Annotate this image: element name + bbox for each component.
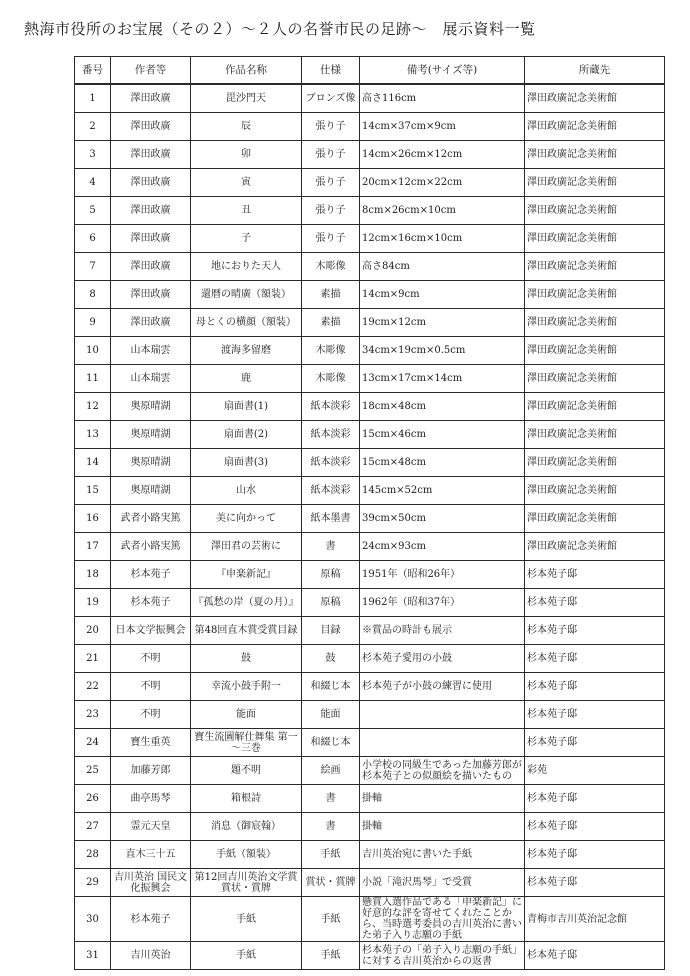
cell-medium: 張り子 bbox=[302, 169, 360, 197]
cell-owner: 澤田政廣記念美術館 bbox=[525, 197, 665, 225]
header-notes: 備考(サイズ等) bbox=[360, 57, 525, 85]
cell-medium: 紙本墨書 bbox=[302, 505, 360, 533]
table-row bbox=[75, 942, 665, 970]
cell-number: 10 bbox=[75, 337, 111, 365]
cell-artist: 山本瑞雲 bbox=[111, 337, 191, 365]
cell-owner: 杉本苑子邸 bbox=[525, 813, 665, 841]
cell-owner: 杉本苑子邸 bbox=[525, 617, 665, 645]
cell-owner: 澤田政廣記念美術館 bbox=[525, 393, 665, 421]
cell-owner: 杉本苑子邸 bbox=[525, 701, 665, 729]
cell-owner: 澤田政廣記念美術館 bbox=[525, 141, 665, 169]
table-row bbox=[75, 337, 665, 365]
table-row bbox=[75, 757, 665, 785]
cell-owner: 澤田政廣記念美術館 bbox=[525, 421, 665, 449]
cell-medium: 賞状・賞牌 bbox=[302, 869, 360, 897]
cell-notes: 吉川英治宛に書いた手紙 bbox=[360, 841, 525, 869]
cell-medium: 手紙 bbox=[302, 897, 360, 942]
cell-owner: 杉本苑子邸 bbox=[525, 841, 665, 869]
cell-work-title: 寶生流圖解仕舞集 第一～三巻 bbox=[191, 729, 302, 757]
header-medium: 仕様 bbox=[302, 57, 360, 85]
cell-owner: 杉本苑子邸 bbox=[525, 729, 665, 757]
cell-notes: 高さ84cm bbox=[360, 253, 525, 281]
cell-medium: 張り子 bbox=[302, 225, 360, 253]
cell-owner: 杉本苑子邸 bbox=[525, 942, 665, 970]
cell-work-title: 子 bbox=[191, 225, 302, 253]
cell-owner: 彩苑 bbox=[525, 757, 665, 785]
cell-work-title: 箱根詩 bbox=[191, 785, 302, 813]
cell-medium: 手紙 bbox=[302, 942, 360, 970]
cell-medium: 木彫像 bbox=[302, 365, 360, 393]
cell-work-title: 消息（御宸翰） bbox=[191, 813, 302, 841]
table-row bbox=[75, 673, 665, 701]
table-row bbox=[75, 84, 665, 113]
cell-owner: 澤田政廣記念美術館 bbox=[525, 225, 665, 253]
cell-work-title: 丑 bbox=[191, 197, 302, 225]
cell-number: 30 bbox=[75, 897, 111, 942]
cell-medium: 素描 bbox=[302, 281, 360, 309]
table-row bbox=[75, 393, 665, 421]
cell-notes: 杉本苑子が小鼓の練習に使用 bbox=[360, 673, 525, 701]
cell-work-title: 手紙 bbox=[191, 942, 302, 970]
cell-owner: 澤田政廣記念美術館 bbox=[525, 253, 665, 281]
cell-medium: 素描 bbox=[302, 309, 360, 337]
header-work-title: 作品名称 bbox=[191, 57, 302, 85]
table-row bbox=[75, 281, 665, 309]
cell-number: 4 bbox=[75, 169, 111, 197]
cell-owner: 澤田政廣記念美術館 bbox=[525, 365, 665, 393]
cell-work-title: 澤田君の芸術に bbox=[191, 533, 302, 561]
cell-artist: 不明 bbox=[111, 673, 191, 701]
cell-artist: 澤田政廣 bbox=[111, 281, 191, 309]
cell-number: 20 bbox=[75, 617, 111, 645]
cell-work-title: 渡海多留磨 bbox=[191, 337, 302, 365]
cell-medium: 和綴じ本 bbox=[302, 673, 360, 701]
cell-work-title: 鹿 bbox=[191, 365, 302, 393]
cell-work-title: 『申楽新記』 bbox=[191, 561, 302, 589]
cell-notes: 高さ116cm bbox=[360, 84, 525, 113]
cell-number: 25 bbox=[75, 757, 111, 785]
cell-medium: 原稿 bbox=[302, 561, 360, 589]
cell-owner: 杉本苑子邸 bbox=[525, 589, 665, 617]
table-row bbox=[75, 841, 665, 869]
cell-notes: 34cm×19cm×0.5cm bbox=[360, 337, 525, 365]
cell-work-title: 『孤愁の岸（夏の月）』 bbox=[191, 589, 302, 617]
cell-artist: 奥原晴湖 bbox=[111, 477, 191, 505]
cell-number: 28 bbox=[75, 841, 111, 869]
cell-notes: 20cm×12cm×22cm bbox=[360, 169, 525, 197]
cell-notes: 14cm×9cm bbox=[360, 281, 525, 309]
cell-owner: 澤田政廣記念美術館 bbox=[525, 169, 665, 197]
cell-medium: 張り子 bbox=[302, 113, 360, 141]
table-row bbox=[75, 169, 665, 197]
cell-notes: 1962年（昭和37年） bbox=[360, 589, 525, 617]
cell-artist: 澤田政廣 bbox=[111, 141, 191, 169]
table-row bbox=[75, 897, 665, 942]
cell-owner: 澤田政廣記念美術館 bbox=[525, 533, 665, 561]
cell-artist: 奥原晴湖 bbox=[111, 449, 191, 477]
cell-artist: 曲亭馬琴 bbox=[111, 785, 191, 813]
table-row bbox=[75, 421, 665, 449]
cell-artist: 吉川英治 国民文化振興会 bbox=[111, 869, 191, 897]
cell-owner: 澤田政廣記念美術館 bbox=[525, 84, 665, 113]
table-row bbox=[75, 533, 665, 561]
cell-medium: 能面 bbox=[302, 701, 360, 729]
cell-number: 23 bbox=[75, 701, 111, 729]
cell-medium: 木彫像 bbox=[302, 337, 360, 365]
cell-owner: 澤田政廣記念美術館 bbox=[525, 281, 665, 309]
cell-notes: 掛軸 bbox=[360, 813, 525, 841]
cell-number: 13 bbox=[75, 421, 111, 449]
cell-owner: 杉本苑子邸 bbox=[525, 561, 665, 589]
cell-artist: 山本瑞雲 bbox=[111, 365, 191, 393]
cell-number: 22 bbox=[75, 673, 111, 701]
cell-owner: 青梅市吉川英治記念館 bbox=[525, 897, 665, 942]
table-row bbox=[75, 113, 665, 141]
table-row bbox=[75, 505, 665, 533]
cell-medium: 原稿 bbox=[302, 589, 360, 617]
cell-artist: 澤田政廣 bbox=[111, 84, 191, 113]
cell-medium: 紙本淡彩 bbox=[302, 421, 360, 449]
cell-notes: 小学校の同級生であった加藤芳郎が杉本苑子との似顔絵を描いたもの bbox=[360, 757, 525, 785]
cell-number: 11 bbox=[75, 365, 111, 393]
cell-medium: 紙本淡彩 bbox=[302, 449, 360, 477]
cell-medium: 木彫像 bbox=[302, 253, 360, 281]
table-row bbox=[75, 561, 665, 589]
cell-number: 18 bbox=[75, 561, 111, 589]
cell-work-title: 美に向かって bbox=[191, 505, 302, 533]
cell-artist: 日本文学振興会 bbox=[111, 617, 191, 645]
cell-artist: 澤田政廣 bbox=[111, 169, 191, 197]
table-row bbox=[75, 589, 665, 617]
cell-number: 15 bbox=[75, 477, 111, 505]
cell-medium: 和綴じ本 bbox=[302, 729, 360, 757]
cell-number: 6 bbox=[75, 225, 111, 253]
cell-work-title: 辰 bbox=[191, 113, 302, 141]
cell-work-title: 第12回吉川英治文学賞賞状・賞牌 bbox=[191, 869, 302, 897]
cell-notes: 杉本苑子愛用の小鼓 bbox=[360, 645, 525, 673]
cell-medium: 鼓 bbox=[302, 645, 360, 673]
cell-artist: 澤田政廣 bbox=[111, 225, 191, 253]
cell-artist: 杉本苑子 bbox=[111, 897, 191, 942]
cell-medium: 手紙 bbox=[302, 841, 360, 869]
table-row bbox=[75, 141, 665, 169]
cell-medium: 紙本淡彩 bbox=[302, 477, 360, 505]
cell-notes: 12cm×16cm×10cm bbox=[360, 225, 525, 253]
table-row bbox=[75, 701, 665, 729]
cell-artist: 吉川英治 bbox=[111, 942, 191, 970]
cell-number: 17 bbox=[75, 533, 111, 561]
cell-owner: 澤田政廣記念美術館 bbox=[525, 309, 665, 337]
cell-number: 24 bbox=[75, 729, 111, 757]
cell-artist: 武者小路実篤 bbox=[111, 533, 191, 561]
cell-artist: 霊元天皇 bbox=[111, 813, 191, 841]
cell-work-title: 鼓 bbox=[191, 645, 302, 673]
cell-number: 8 bbox=[75, 281, 111, 309]
cell-notes: ※賞品の時計も展示 bbox=[360, 617, 525, 645]
cell-artist: 杉本苑子 bbox=[111, 589, 191, 617]
cell-medium: ブロンズ像 bbox=[302, 84, 360, 113]
cell-artist: 不明 bbox=[111, 701, 191, 729]
cell-notes: 19cm×12cm bbox=[360, 309, 525, 337]
header-artist: 作者等 bbox=[111, 57, 191, 85]
cell-number: 27 bbox=[75, 813, 111, 841]
cell-notes: 懸賞入選作品である「申楽新記」に好意的な評を寄せてくれたことから、当時選考委員の吉川英治に書いた弟子入り志願の手紙 bbox=[360, 897, 525, 942]
cell-notes: 18cm×48cm bbox=[360, 393, 525, 421]
cell-work-title: 幸流小鼓手附一 bbox=[191, 673, 302, 701]
cell-artist: 加藤芳郎 bbox=[111, 757, 191, 785]
cell-medium: 張り子 bbox=[302, 197, 360, 225]
cell-owner: 杉本苑子邸 bbox=[525, 869, 665, 897]
table-row bbox=[75, 813, 665, 841]
cell-work-title: 能面 bbox=[191, 701, 302, 729]
cell-number: 19 bbox=[75, 589, 111, 617]
table-row bbox=[75, 253, 665, 281]
cell-owner: 澤田政廣記念美術館 bbox=[525, 337, 665, 365]
cell-number: 26 bbox=[75, 785, 111, 813]
cell-work-title: 題不明 bbox=[191, 757, 302, 785]
table-row bbox=[75, 225, 665, 253]
cell-work-title: 地におりた天人 bbox=[191, 253, 302, 281]
table-row bbox=[75, 197, 665, 225]
cell-number: 31 bbox=[75, 942, 111, 970]
cell-notes: 掛軸 bbox=[360, 785, 525, 813]
cell-medium: 書 bbox=[302, 813, 360, 841]
cell-work-title: 還暦の晴廣（額装） bbox=[191, 281, 302, 309]
cell-number: 5 bbox=[75, 197, 111, 225]
cell-medium: 絵画 bbox=[302, 757, 360, 785]
cell-number: 1 bbox=[75, 84, 111, 113]
table-row bbox=[75, 477, 665, 505]
cell-artist: 寶生重英 bbox=[111, 729, 191, 757]
cell-notes: 小説「滝沢馬琴」で受賞 bbox=[360, 869, 525, 897]
cell-medium: 書 bbox=[302, 785, 360, 813]
cell-artist: 武者小路実篤 bbox=[111, 505, 191, 533]
cell-artist: 澤田政廣 bbox=[111, 309, 191, 337]
table-row bbox=[75, 365, 665, 393]
cell-artist: 杉本苑子 bbox=[111, 561, 191, 589]
cell-number: 16 bbox=[75, 505, 111, 533]
cell-work-title: 手紙 bbox=[191, 897, 302, 942]
cell-work-title: 第48回直木賞受賞目録 bbox=[191, 617, 302, 645]
table-row bbox=[75, 617, 665, 645]
cell-notes: 杉本苑子の「弟子入り志願の手紙」に対する吉川英治からの返書 bbox=[360, 942, 525, 970]
table-row bbox=[75, 729, 665, 757]
cell-owner: 杉本苑子邸 bbox=[525, 785, 665, 813]
cell-notes bbox=[360, 729, 525, 757]
cell-work-title: 山水 bbox=[191, 477, 302, 505]
cell-artist: 奥原晴湖 bbox=[111, 393, 191, 421]
cell-notes: 14cm×26cm×12cm bbox=[360, 141, 525, 169]
cell-notes: 15cm×48cm bbox=[360, 449, 525, 477]
cell-notes: 145cm×52cm bbox=[360, 477, 525, 505]
header-number: 番号 bbox=[75, 57, 111, 85]
cell-medium: 紙本淡彩 bbox=[302, 393, 360, 421]
table-row bbox=[75, 869, 665, 897]
cell-work-title: 毘沙門天 bbox=[191, 84, 302, 113]
cell-number: 12 bbox=[75, 393, 111, 421]
table-row bbox=[75, 309, 665, 337]
cell-owner: 澤田政廣記念美術館 bbox=[525, 477, 665, 505]
cell-notes bbox=[360, 701, 525, 729]
cell-notes: 8cm×26cm×10cm bbox=[360, 197, 525, 225]
cell-number: 21 bbox=[75, 645, 111, 673]
cell-artist: 澤田政廣 bbox=[111, 253, 191, 281]
cell-work-title: 扇面書(1) bbox=[191, 393, 302, 421]
cell-artist: 不明 bbox=[111, 645, 191, 673]
cell-owner: 澤田政廣記念美術館 bbox=[525, 505, 665, 533]
table-row bbox=[75, 449, 665, 477]
cell-notes: 24cm×93cm bbox=[360, 533, 525, 561]
cell-number: 14 bbox=[75, 449, 111, 477]
header-owner: 所蔵先 bbox=[525, 57, 665, 85]
cell-notes: 1951年（昭和26年） bbox=[360, 561, 525, 589]
cell-number: 7 bbox=[75, 253, 111, 281]
cell-artist: 直木三十五 bbox=[111, 841, 191, 869]
cell-number: 9 bbox=[75, 309, 111, 337]
cell-owner: 杉本苑子邸 bbox=[525, 645, 665, 673]
cell-medium: 張り子 bbox=[302, 141, 360, 169]
cell-owner: 杉本苑子邸 bbox=[525, 673, 665, 701]
cell-number: 3 bbox=[75, 141, 111, 169]
cell-work-title: 卯 bbox=[191, 141, 302, 169]
table-row bbox=[75, 785, 665, 813]
cell-work-title: 扇面書(3) bbox=[191, 449, 302, 477]
cell-work-title: 手紙（額装） bbox=[191, 841, 302, 869]
cell-notes: 39cm×50cm bbox=[360, 505, 525, 533]
table-header-row bbox=[75, 57, 665, 85]
cell-notes: 14cm×37cm×9cm bbox=[360, 113, 525, 141]
cell-work-title: 寅 bbox=[191, 169, 302, 197]
cell-owner: 澤田政廣記念美術館 bbox=[525, 449, 665, 477]
cell-number: 29 bbox=[75, 869, 111, 897]
cell-notes: 13cm×17cm×14cm bbox=[360, 365, 525, 393]
cell-owner: 澤田政廣記念美術館 bbox=[525, 113, 665, 141]
cell-artist: 奥原晴湖 bbox=[111, 421, 191, 449]
table-row bbox=[75, 645, 665, 673]
table-body bbox=[75, 84, 665, 970]
cell-medium: 書 bbox=[302, 533, 360, 561]
cell-notes: 15cm×46cm bbox=[360, 421, 525, 449]
cell-work-title: 母とくの横顔（額装） bbox=[191, 309, 302, 337]
cell-artist: 澤田政廣 bbox=[111, 197, 191, 225]
cell-artist: 澤田政廣 bbox=[111, 113, 191, 141]
cell-medium: 目録 bbox=[302, 617, 360, 645]
cell-number: 2 bbox=[75, 113, 111, 141]
exhibit-list-table bbox=[74, 56, 665, 970]
cell-work-title: 扇面書(2) bbox=[191, 421, 302, 449]
document-title: 熱海市役所のお宝展（その２）～２人の名誉市民の足跡～ 展示資料一覧 bbox=[24, 20, 536, 38]
